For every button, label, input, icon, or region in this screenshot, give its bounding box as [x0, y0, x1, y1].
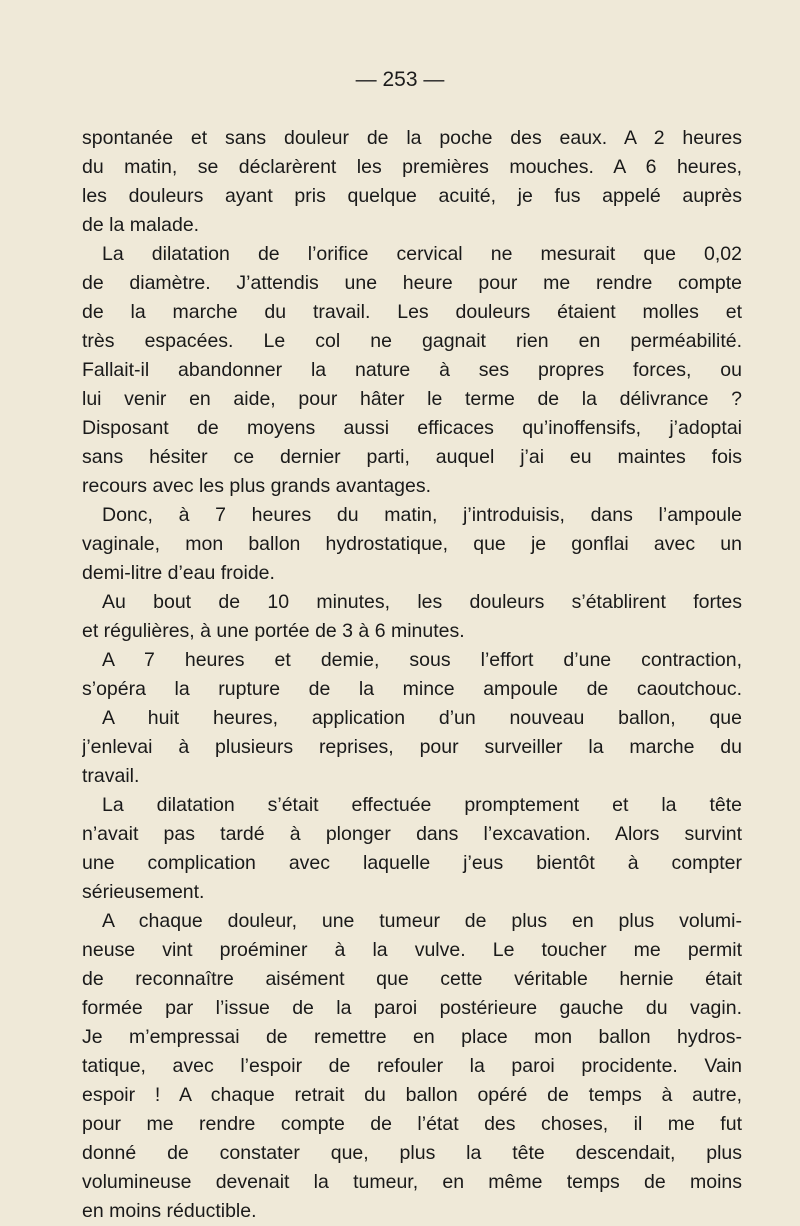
text-line: pour me rendre compte de l’état des choses, il me fut	[82, 1113, 742, 1135]
text-line: A chaque douleur, une tumeur de plus en plus volumi-	[102, 910, 742, 932]
text-line: lui venir en aide, pour hâter le terme de la délivrance ?	[82, 388, 742, 410]
text-line: n’avait pas tardé à plonger dans l’excavation. Alors survint	[82, 823, 742, 845]
text-line: Je m’empressai de remettre en place mon ballon hydros-	[82, 1026, 742, 1048]
text-line: travail.	[82, 765, 140, 787]
text-line: très espacées. Le col ne gagnait rien en perméabilité.	[82, 330, 742, 352]
text-line: les douleurs ayant pris quelque acuité, je fus appelé auprès	[82, 185, 742, 207]
text-line: La dilatation de l’orifice cervical ne mesurait que 0,02	[102, 243, 742, 265]
text-line: volumineuse devenait la tumeur, en même temps de moins	[82, 1171, 742, 1193]
page-number: — 253 —	[355, 68, 445, 91]
text-line: spontanée et sans douleur de la poche des eaux. A 2 heures	[82, 127, 742, 149]
text-line: s’opéra la rupture de la mince ampoule de caoutchouc.	[82, 678, 742, 700]
text-line: de diamètre. J’attendis une heure pour me rendre compte	[82, 272, 742, 294]
text-line: A huit heures, application d’un nouveau ballon, que	[102, 707, 742, 729]
text-line: et régulières, à une portée de 3 à 6 minutes.	[82, 620, 465, 642]
text-line: de reconnaître aisément que cette véritable hernie était	[82, 968, 742, 990]
text-line: en moins réductible.	[82, 1200, 257, 1222]
text-line: neuse vint proéminer à la vulve. Le toucher me permit	[82, 939, 742, 961]
text-line: espoir ! A chaque retrait du ballon opéré de temps à autre,	[82, 1084, 742, 1106]
text-line: A 7 heures et demie, sous l’effort d’une contraction,	[102, 649, 742, 671]
text-line: de la marche du travail. Les douleurs étaient molles et	[82, 301, 742, 323]
text-line: sérieusement.	[82, 881, 205, 903]
body-text	[82, 124, 742, 1226]
text-line: Fallait-il abandonner la nature à ses propres forces, ou	[82, 359, 742, 381]
text-line: donné de constater que, plus la tête descendait, plus	[82, 1142, 742, 1164]
text-line: formée par l’issue de la paroi postérieure gauche du vagin.	[82, 997, 742, 1019]
text-line: une complication avec laquelle j’eus bientôt à compter	[82, 852, 742, 874]
text-line: demi-litre d’eau froide.	[82, 562, 275, 584]
text-line: La dilatation s’était effectuée promptement et la tête	[102, 794, 742, 816]
text-line: du matin, se déclarèrent les premières mouches. A 6 heures,	[82, 156, 742, 178]
text-line: recours avec les plus grands avantages.	[82, 475, 432, 497]
text-line: Disposant de moyens aussi efficaces qu’inoffensifs, j’adoptai	[82, 417, 742, 439]
text-line: Donc, à 7 heures du matin, j’introduisis, dans l’ampoule	[102, 504, 742, 526]
text-line: de la malade.	[82, 214, 200, 236]
text-line: Au bout de 10 minutes, les douleurs s’établirent fortes	[102, 591, 742, 613]
text-line: j’enlevai à plusieurs reprises, pour surveiller la marche du	[82, 736, 742, 758]
text-line: sans hésiter ce dernier parti, auquel j’ai eu maintes fois	[82, 446, 742, 468]
text-line: vaginale, mon ballon hydrostatique, que je gonflai avec un	[82, 533, 742, 555]
text-line: tatique, avec l’espoir de refouler la paroi procidente. Vain	[82, 1055, 742, 1077]
